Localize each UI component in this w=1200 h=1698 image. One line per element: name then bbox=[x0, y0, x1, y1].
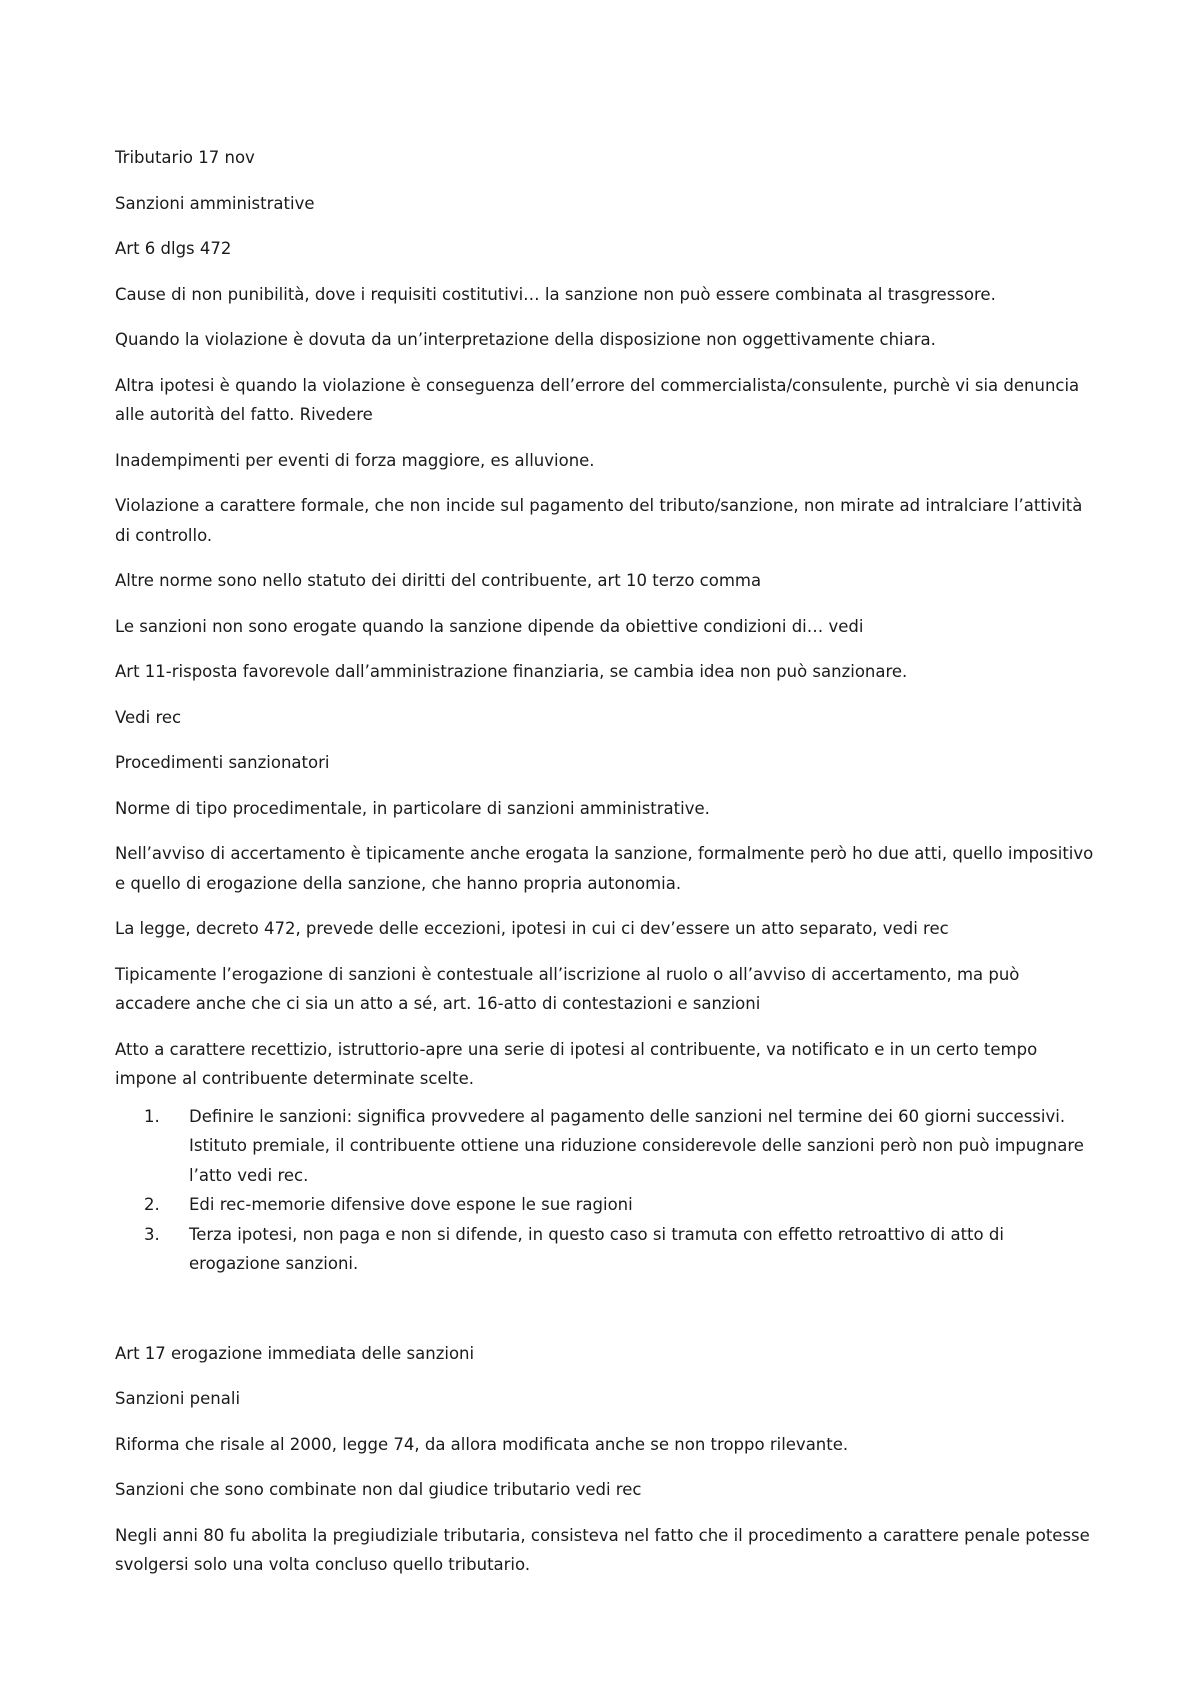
list-number: 2. bbox=[144, 1195, 160, 1214]
numbered-list bbox=[115, 1102, 1095, 1279]
paragraph: Altre norme sono nello statuto dei diritti del contribuente, art 10 terzo comma bbox=[115, 571, 762, 590]
paragraph: Quando la violazione è dovuta da un’interpretazione della disposizione non oggettivamente chiara. bbox=[115, 330, 936, 349]
paragraph: Altra ipotesi è quando la violazione è conseguenza dell’errore del commercialista/consulente, purchè vi sia denuncia alle autorità del fatto. Rivedere bbox=[115, 375, 1080, 424]
list-item bbox=[115, 1220, 1095, 1279]
list-item-text: Edi rec-memorie difensive dove espone le sue ragioni bbox=[189, 1195, 633, 1214]
list-number: 1. bbox=[144, 1106, 160, 1126]
paragraph: Vedi rec bbox=[115, 707, 182, 727]
paragraph: Tipicamente l’erogazione di sanzioni è contestuale all’iscrizione al ruolo o all’avviso di accertamento, ma può accadere anche che ci sia un atto a sé, art. 16-atto di contestazioni e sanzioni bbox=[115, 964, 1020, 1013]
paragraph: Le sanzioni non sono erogate quando la sanzione dipende da obiettive condizioni di… vedi bbox=[115, 616, 864, 636]
list-item-text: Terza ipotesi, non paga e non si difende, in questo caso si tramuta con effetto retroattivo di atto di erogazione sanzioni. bbox=[189, 1224, 1004, 1273]
document-page bbox=[115, 143, 1095, 1596]
doc-title: Tributario 17 nov bbox=[115, 148, 255, 167]
list-item bbox=[115, 1190, 1095, 1220]
paragraph: Inadempimenti per eventi di forza maggiore, es alluvione. bbox=[115, 450, 595, 470]
paragraph: Atto a carattere recettizio, istruttorio-apre una serie di ipotesi al contribuente, va notificato e in un certo tempo impone al contribuente determinate scelte. bbox=[115, 1039, 1038, 1088]
section-heading: Art 17 erogazione immediata delle sanzioni bbox=[115, 1343, 475, 1363]
section-heading: Sanzioni penali bbox=[115, 1389, 241, 1408]
section-heading: Procedimenti sanzionatori bbox=[115, 753, 330, 772]
list-item-text: Definire le sanzioni: significa provvedere al pagamento delle sanzioni nel termine dei 60 giorni successivi. Istituto premiale, il contribuente ottiene una riduzione considerevole delle sanzioni però non può impugnare l’atto vedi rec. bbox=[189, 1106, 1084, 1185]
section-heading: Sanzioni amministrative bbox=[115, 193, 315, 213]
paragraph: La legge, decreto 472, prevede delle eccezioni, ipotesi in cui ci dev’essere un atto separato, vedi rec bbox=[115, 919, 949, 938]
spacer bbox=[115, 1279, 1095, 1339]
list-item bbox=[115, 1102, 1095, 1191]
paragraph: Nell’avviso di accertamento è tipicamente anche erogata la sanzione, formalmente però ho due atti, quello impositivo e quello di erogazione della sanzione, che hanno propria autonomia. bbox=[115, 844, 1094, 893]
paragraph: Sanzioni che sono combinate non dal giudice tributario vedi rec bbox=[115, 1480, 642, 1499]
paragraph: Art 6 dlgs 472 bbox=[115, 239, 232, 258]
paragraph: Art 11-risposta favorevole dall’amministrazione finanziaria, se cambia idea non può sanzionare. bbox=[115, 662, 908, 681]
list-number: 3. bbox=[144, 1224, 160, 1244]
paragraph: Negli anni 80 fu abolita la pregiudiziale tributaria, consisteva nel fatto che il procedimento a carattere penale potesse svolgersi solo una volta concluso quello tributario. bbox=[115, 1525, 1090, 1574]
paragraph: Violazione a carattere formale, che non incide sul pagamento del tributo/sanzione, non mirate ad intralciare l’attività di controllo. bbox=[115, 496, 1083, 545]
paragraph: Cause di non punibilità, dove i requisiti costitutivi… la sanzione non può essere combinata al trasgressore. bbox=[115, 284, 996, 304]
paragraph: Norme di tipo procedimentale, in particolare di sanzioni amministrative. bbox=[115, 798, 710, 818]
paragraph: Riforma che risale al 2000, legge 74, da allora modificata anche se non troppo rilevante. bbox=[115, 1434, 849, 1454]
